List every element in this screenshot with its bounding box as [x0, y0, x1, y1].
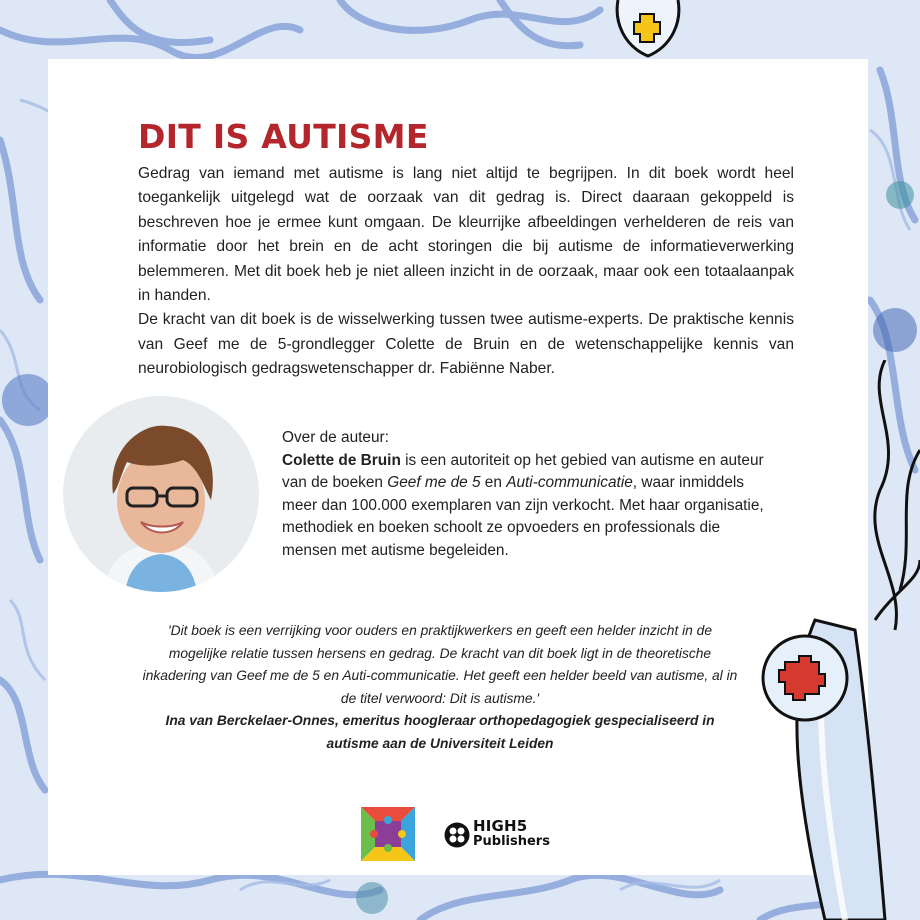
quote-attribution: Ina van Berckelaer-Onnes, emeritus hoogleraar orthopedagogiek gespecialiseerd in autisme aan de Universiteit Leiden	[165, 713, 715, 751]
content-card	[48, 59, 868, 875]
puzzle-badge-icon	[444, 822, 470, 848]
author-name: Colette de Bruin	[282, 451, 401, 469]
description-paragraph-2: De kracht van dit boek is de wisselwerking tussen twee autisme-experts. De praktische kennis van Geef me de 5-grondlegger Colette de Bruin en de wetenschappelijke kennis van neurobiologisch gedragswetenschapper dr. Fabiënne Naber.	[138, 311, 794, 378]
author-bio	[282, 427, 768, 563]
cartoon-probe-right	[755, 360, 920, 920]
publisher-name: HIGH5	[473, 817, 528, 835]
puzzle-logo	[361, 807, 415, 861]
author-book-1: Geef me de 5	[387, 474, 481, 492]
author-label: Over de auteur:	[282, 429, 389, 446]
author-text-3: , waar inmiddels meer dan 100.000 exemplaren van zijn verkocht. Met haar organisatie, methodiek en boeken schoolt ze opvoeders en professionals die mensen met autisme begeleiden.	[282, 474, 764, 559]
page-title: DIT IS AUTISME	[138, 117, 429, 156]
book-description	[138, 162, 794, 382]
publisher-subtitle: Publishers	[473, 834, 550, 849]
quote-text: 'Dit boek is een verrijking voor ouders en praktijkwerkers en geeft een helder inzicht in de mogelijke relatie tussen hersens en gedrag. De kracht van dit boek ligt in de theoretische inkadering van Geef me de 5 en Auti-communicatie. Het geeft een helder beeld van autisme, al in de titel verwoord: Dit is autisme.'	[142, 623, 738, 706]
author-text-2: en	[480, 474, 507, 492]
publisher-logo	[444, 817, 564, 850]
cartoon-probe-top	[600, 0, 710, 62]
author-book-2: Auti-communicatie	[506, 474, 633, 492]
description-paragraph-1: Gedrag van iemand met autisme is lang niet altijd te begrijpen. In dit boek wordt heel toegankelijk uitgelegd wat de oorzaak van dit gedrag is. Direct daaraan gekoppeld is beschreven hoe je ermee kunt omgaan. De kleurrijke afbeeldingen verhelderen de reis van informatie door het brein en de acht storingen die bij autisme de informatieverwerking belemmeren. Met dit boek heb je niet alleen inzicht in de oorzaak, maar ook een totaalaanpak in handen.	[138, 165, 794, 305]
testimonial	[140, 620, 740, 756]
author-text-1: is een autoriteit op het gebied van autisme en auteur van de boeken	[282, 451, 764, 492]
author-photo	[63, 396, 259, 592]
